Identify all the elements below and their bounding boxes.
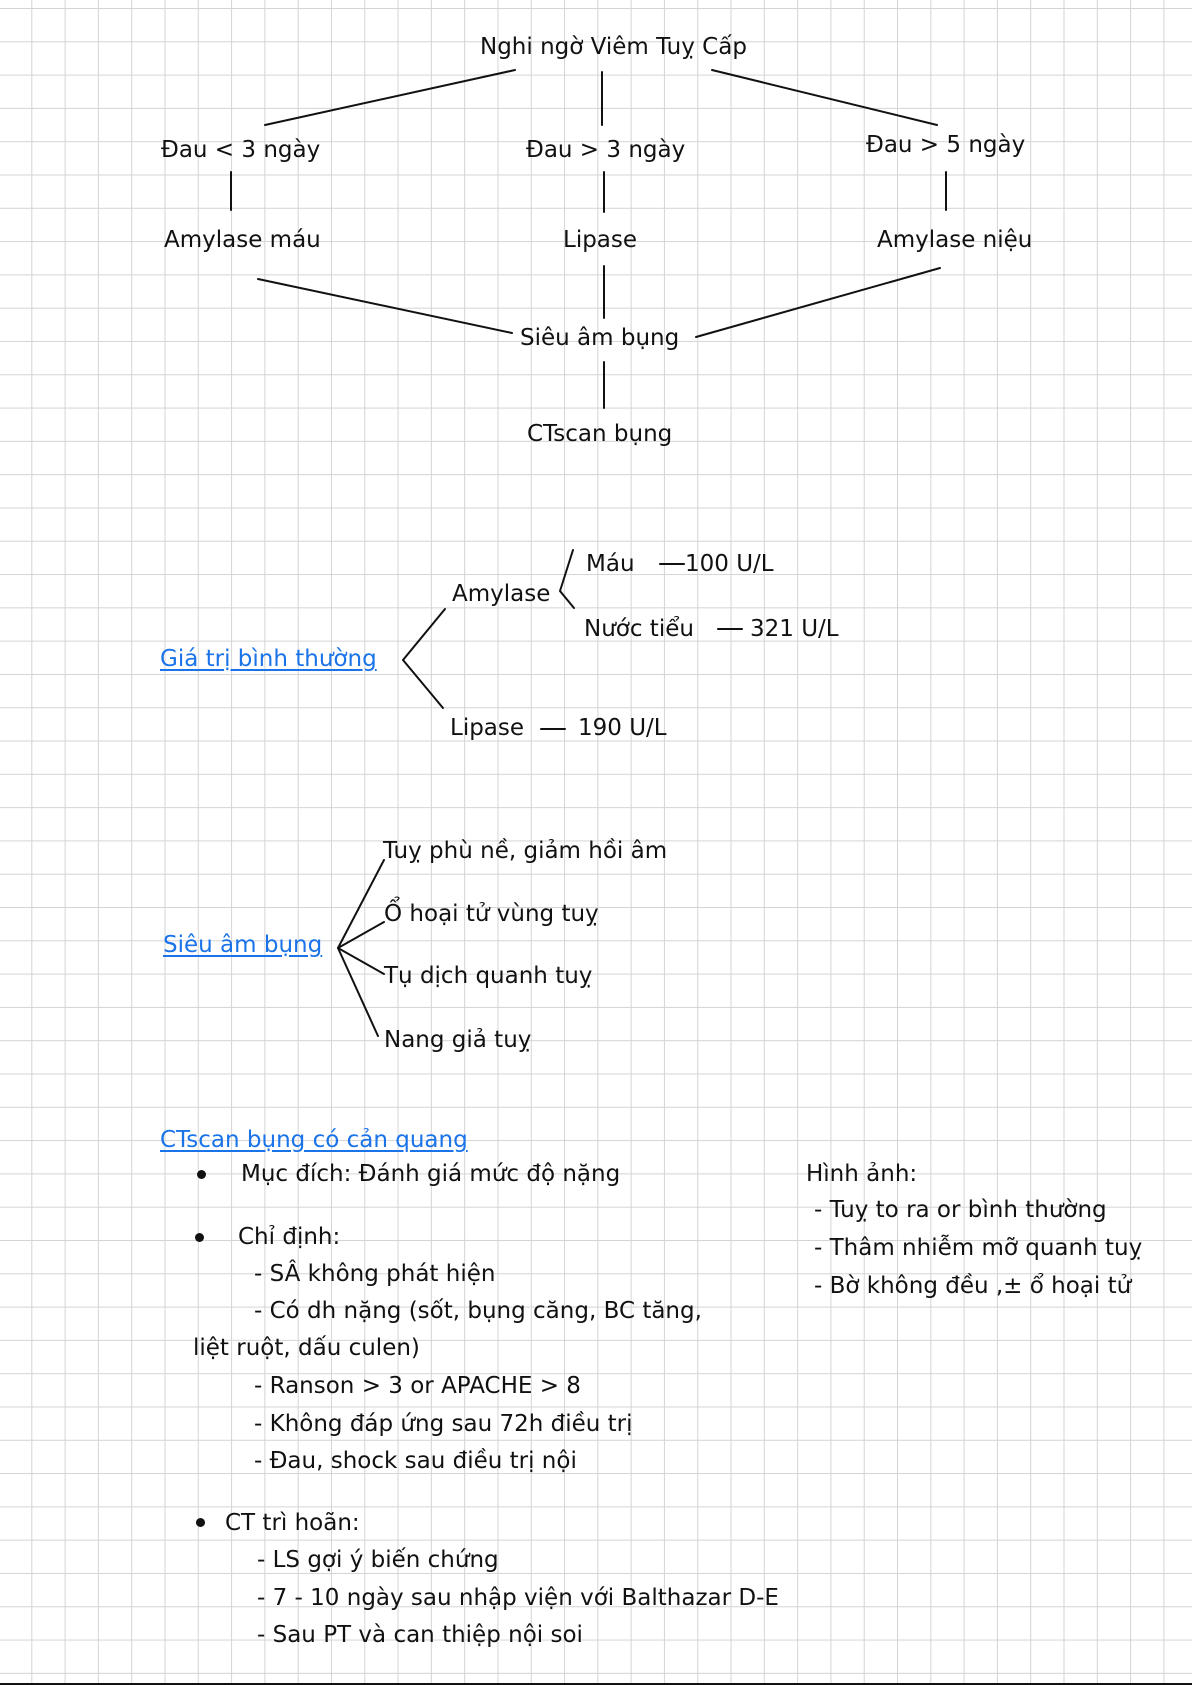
ct-delayed-item: - Sau PT và can thiệp nội soi: [257, 1622, 583, 1648]
line-top-left: [265, 70, 515, 125]
flow-mid-branch: Đau > 3 ngày: [526, 137, 686, 163]
normal-lipase: Lipase: [450, 715, 525, 741]
ultrasound-item: Ổ hoại tử vùng tuỵ: [384, 901, 599, 927]
ct-indication-item: - Ranson > 3 or APACHE > 8: [254, 1373, 581, 1399]
ultrasound-title[interactable]: Siêu âm bụng: [163, 932, 323, 958]
bullet-dot: [197, 1170, 206, 1179]
bullet-dot: [195, 1233, 204, 1242]
line-right-to-us: [696, 268, 940, 337]
bracket-amylase: [560, 550, 574, 608]
ct-delayed-item: - LS gợi ý biến chứng: [257, 1547, 499, 1573]
line-normal-amylase: [403, 609, 445, 660]
ultrasound-item: Tụ dịch quanh tuỵ: [384, 963, 593, 989]
ct-delayed: CT trì hoãn:: [225, 1510, 360, 1536]
flow-mid-test: Lipase: [563, 227, 638, 253]
ct-image-item: - Tuỵ to ra or bình thường: [814, 1197, 1107, 1223]
ct-indication-item: - Có dh nặng (sốt, bụng căng, BC tăng,: [254, 1298, 702, 1324]
ct-title[interactable]: CTscan bụng có cản quang: [160, 1127, 468, 1153]
flow-imaging: Siêu âm bụng: [520, 325, 680, 351]
flow-right-branch: Đau > 5 ngày: [866, 132, 1026, 158]
ct-indication-item: - Không đáp ứng sau 72h điều trị: [254, 1411, 633, 1437]
flow-left-branch: Đau < 3 ngày: [161, 137, 321, 163]
ct-images-title: Hình ảnh:: [806, 1161, 918, 1187]
normal-urine: Nước tiểu: [584, 616, 694, 642]
normal-lipase-value: 190 U/L: [578, 715, 667, 741]
normal-amylase: Amylase: [452, 581, 551, 607]
ct-indication-item-cont: liệt ruột, dấu culen): [193, 1335, 420, 1361]
line-us-4: [338, 948, 378, 1036]
line-left-to-us: [258, 279, 512, 333]
ct-image-item: - Bờ không đều ,± ổ hoại tử: [814, 1273, 1132, 1299]
ct-indication-item: - Đau, shock sau điều trị nội: [254, 1448, 577, 1474]
normal-blood-value: 100 U/L: [685, 551, 774, 577]
flow-right-test: Amylase niệu: [877, 227, 1033, 253]
normal-values-title[interactable]: Giá trị bình thường: [160, 646, 377, 672]
ct-indication-item: - SÂ không phát hiện: [254, 1261, 496, 1287]
ct-purpose: Mục đích: Đánh giá mức độ nặng: [241, 1161, 621, 1187]
line-top-right: [712, 70, 937, 125]
flow-left-test: Amylase máu: [164, 227, 321, 253]
ct-delayed-item: - 7 - 10 ngày sau nhập viện với Balthazar D-E: [257, 1585, 779, 1611]
flow-ct: CTscan bụng: [527, 421, 673, 447]
line-normal-lipase: [403, 660, 443, 708]
ct-image-item: - Thâm nhiễm mỡ quanh tuỵ: [814, 1235, 1143, 1261]
normal-urine-value: 321 U/L: [750, 616, 839, 642]
flow-top-node: Nghi ngờ Viêm Tuỵ Cấp: [480, 34, 747, 60]
normal-blood: Máu: [586, 551, 635, 577]
ultrasound-item: Tuỵ phù nề, giảm hồi âm: [383, 838, 668, 864]
ct-indication: Chỉ định:: [238, 1224, 341, 1250]
bullet-dot: [196, 1518, 205, 1527]
ultrasound-item: Nang giả tuỵ: [384, 1027, 532, 1053]
